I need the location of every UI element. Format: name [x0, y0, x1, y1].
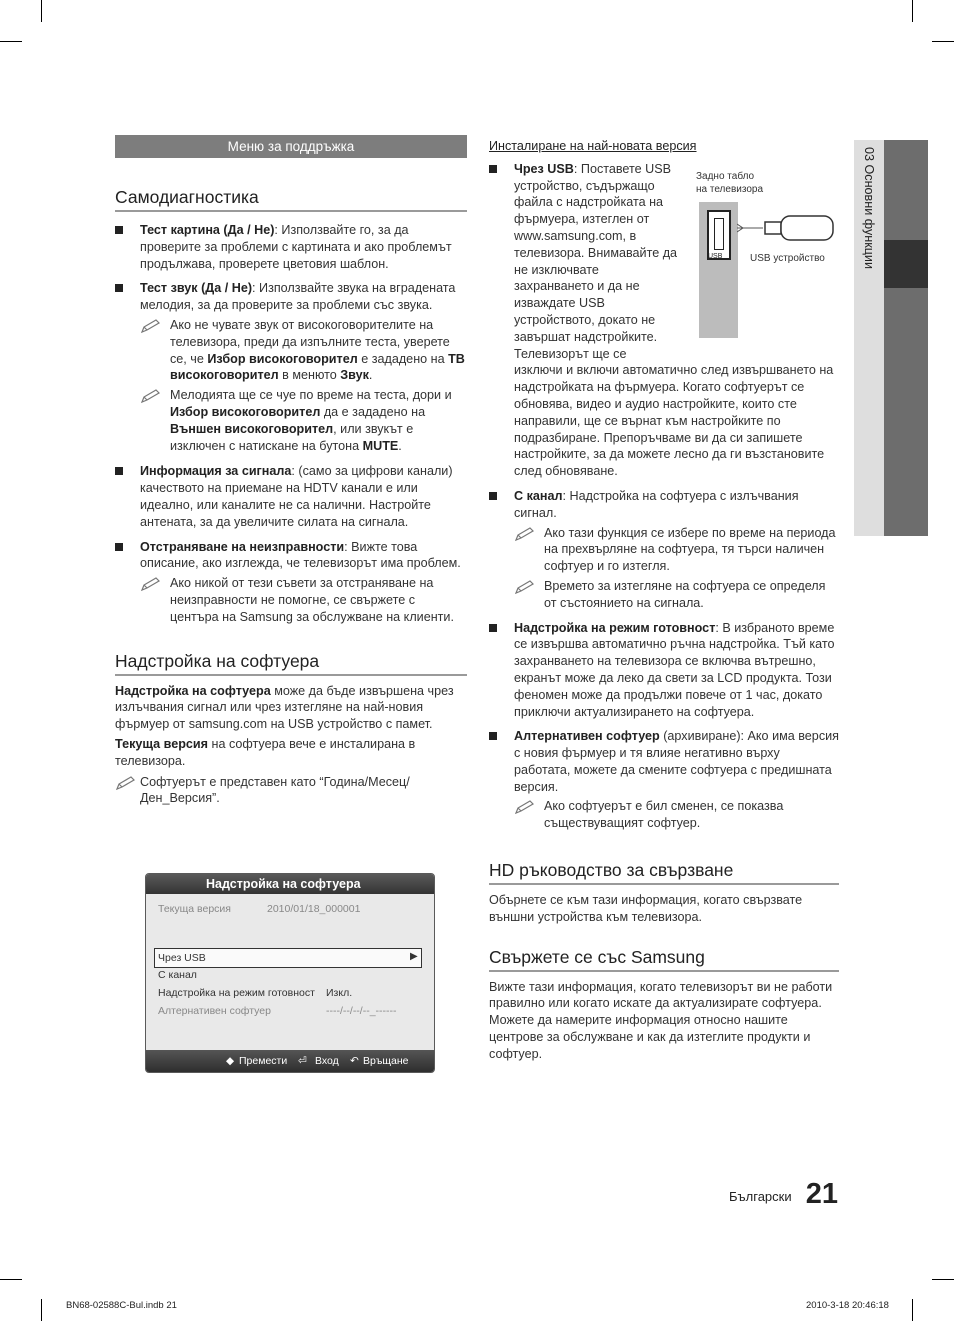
item-text: : Използвайте го, за да проверите за проблеми с картината и ако проблемът продължава, проверете цветовия шаблон. — [140, 223, 452, 271]
bullet-icon — [115, 467, 123, 475]
tv-rear-panel — [699, 202, 738, 338]
pencil-icon — [115, 775, 137, 791]
note-bold: ТВ високоговорител — [170, 351, 465, 383]
note-text: Софтуерът е представен като “Година/Месец/Ден_Версия”. — [140, 774, 410, 806]
item-lead: Алтернативен софтуер — [514, 729, 660, 744]
page-language: Български — [729, 1189, 792, 1204]
arrow-right-icon: ▶ — [410, 951, 418, 962]
list-item — [489, 488, 839, 612]
bullet-icon — [489, 492, 497, 500]
side-tab-dark — [884, 140, 928, 536]
pencil-icon — [140, 318, 162, 334]
list-item — [115, 539, 467, 626]
pencil-icon — [140, 388, 162, 404]
menu-footer — [146, 1050, 434, 1072]
move-icon: ◆ — [226, 1055, 235, 1067]
list-item — [115, 463, 467, 530]
note-text: , или звукът е изключен с натискане на бутона — [170, 421, 414, 453]
note-text: Времето за изтегляне на софтуера се определя от състоянието на сигнала. — [544, 578, 826, 610]
footer-enter: Вход — [315, 1055, 339, 1067]
bullet-icon — [115, 284, 123, 292]
menu-item-standby-update[interactable]: Надстройка на режим готовност — [158, 987, 315, 999]
enter-icon: ⏎ — [298, 1055, 307, 1067]
item-text: : Надстройка на софтуера с излъчвания сигнал. — [514, 488, 799, 520]
note — [514, 525, 839, 575]
usb-text-wide: изключи и включи автоматично след извършването на надстройката на фърмуера. Когато софтуерът се обновява, видео и аудио настройките, които сте направили, ще се върнат към настройките по подразбиране. Препоръчваме ви да си запишете настройките, за да можете лесно да ги възстановите след обновяване. — [514, 363, 834, 479]
bullet-icon — [489, 732, 497, 740]
current-version-value: 2010/01/18_000001 — [267, 903, 361, 915]
alternative-software-value: ----/--/--/--_------ — [326, 1005, 397, 1017]
side-tab-marker — [884, 240, 928, 288]
footer-move: Премести — [239, 1055, 288, 1067]
note-text: Ако никой от тези съвети за отстраняване на неизправности не помогне, се свържете с центъра на Samsung за обслужване на клиенти. — [170, 576, 454, 624]
bullet-icon — [489, 165, 497, 173]
usb-stick-icon — [737, 210, 837, 246]
item-text: : В избраното време се извършва автоматично ръчна надстройка. Тъй като захранването на телевизора се включва вътрешно, екранът може да леко да свети за LCD продукта. Този феномен може да продължи повече от 1 час, докато приключи актуализирането на софтуера. — [514, 620, 835, 719]
note-text: в менюто — [278, 368, 341, 383]
item-text: : Вижте това описание, ако изглежда, че телевизорът има проблем. — [140, 539, 461, 571]
crop-mark — [932, 41, 954, 42]
para-lead: Надстройка на софтуера — [115, 683, 271, 698]
menu-item-by-usb[interactable]: Чрез USB — [158, 952, 206, 964]
pencil-icon — [514, 526, 536, 542]
print-footer-date: 2010-3-18 20:46:18 — [806, 1300, 889, 1311]
bullet-icon — [115, 226, 123, 234]
left-column — [115, 135, 467, 807]
crop-mark — [41, 0, 42, 22]
crop-mark — [912, 0, 913, 22]
note-text: да е зададено на — [320, 404, 426, 419]
print-footer-file: BN68-02588C-Bul.indb 21 — [66, 1300, 177, 1311]
list-item — [489, 620, 839, 721]
item-lead: Надстройка на режим готовност — [514, 620, 716, 635]
item-text: : Използвайте звука на вградената мелодия, за да проверите за проблеми със звука. — [140, 281, 456, 313]
note-text: е зададено на — [357, 351, 449, 366]
crop-mark — [0, 41, 22, 42]
note-bold: Външен високоговорител — [170, 421, 334, 436]
paragraph: Вижте тази информация, когато телевизорът ви не работи правилно или когато искате да актуализирате софтуера. Можете да намерите информация относно нашите центрове за обслужване и как да изтеглите продукти и софтуер. — [489, 979, 833, 1061]
paragraph — [115, 683, 467, 733]
note — [140, 575, 467, 625]
list-item — [115, 222, 467, 272]
item-lead: Чрез USB — [514, 161, 574, 176]
paragraph: Обърнете се към тази информация, когато свързвате външни устройства към телевизора. — [489, 893, 803, 924]
self-diagnosis-heading: Самодиагностика — [115, 186, 467, 212]
section-banner: Меню за поддръжка — [115, 135, 467, 158]
crop-mark — [912, 1299, 913, 1321]
pencil-icon — [514, 579, 536, 595]
crop-mark — [932, 1279, 954, 1280]
side-tab-label: 03 Основни функции — [862, 147, 876, 270]
item-text: (архивиране): Ако има версия с новия фърмуер и тя влияе негативно върху работата, можете да смените софтуера с предишната версия. — [514, 729, 839, 794]
paragraph — [115, 736, 467, 770]
item-text: : (само за цифрови канали) качеството на приемане на HDTV канали е или идеално, или каналите не са налични. Настройте антената, за да увеличите силата на сигнала. — [140, 464, 453, 529]
note-text: Ако тази функция се избере по време на периода на прехвърляне на софтуера, тя търси наличен софтуер и го изтегля. — [544, 525, 836, 574]
software-update-heading: Надстройка на софтуера — [115, 650, 467, 676]
note-bold: Избор високоговорител — [170, 404, 321, 419]
menu-item-alternative-software[interactable]: Алтернативен софтуер — [158, 1005, 271, 1017]
page-number: 21 — [805, 1178, 838, 1210]
para-text: може да бъде извършена чрез излъчвания сигнал или чрез изтегляне на най-новия фърмуер от samsung.com на USB устройство с памет. — [115, 683, 454, 732]
footer-return: Връщане — [363, 1055, 409, 1067]
note-text: . — [368, 368, 373, 383]
list-item — [115, 280, 467, 454]
item-text: : Поставете USB устройство, съдържащо файла с надстройката на фърмуера, изтеглен от www.samsung.com, в телевизора. Внимавайте да не изключвате захранването и да не изваждате USB устройството, докато не завършат надстройките. Телевизорът ще се — [514, 161, 678, 361]
pencil-icon — [140, 576, 162, 592]
note — [140, 317, 467, 384]
note-text: . — [398, 438, 402, 453]
note-bold: Избор високоговорител — [207, 351, 358, 366]
item-lead: Отстраняване на неизправности — [140, 539, 345, 554]
note-bold: Звук — [340, 368, 369, 383]
crop-mark — [0, 1279, 22, 1280]
usb-device-caption: USB устройство — [750, 253, 825, 264]
current-version-label: Текуща версия — [158, 903, 231, 915]
list-item — [489, 161, 839, 480]
contact-samsung-heading: Свържете се със Samsung — [489, 946, 839, 972]
item-lead: Тест картина (Да / Не) — [140, 223, 275, 237]
right-column — [489, 138, 839, 1063]
note — [115, 774, 467, 808]
para-lead: Текуща версия — [115, 736, 209, 751]
software-update-menu — [145, 873, 435, 1073]
rear-panel-caption: Задно табло на телевизора — [696, 171, 764, 195]
pencil-icon — [514, 799, 536, 815]
note-text: Ако не чувате звук от високоговорителите на телевизора, преди да изпълните теста, уверете се, че — [170, 317, 450, 366]
menu-item-by-channel[interactable]: С канал — [158, 969, 197, 981]
usb-text-narrow — [514, 161, 679, 363]
note — [140, 387, 467, 454]
note — [514, 798, 839, 832]
para-text: на софтуера вече е инсталирана в телевизора. — [115, 736, 416, 768]
hd-guide-heading: HD ръководство за свързване — [489, 859, 839, 885]
usb-port-label: USB — [708, 253, 723, 260]
standby-update-value: Изкл. — [326, 987, 353, 999]
return-icon: ↶ — [350, 1055, 359, 1067]
note-bold: MUTE — [362, 438, 399, 453]
note — [514, 578, 839, 612]
item-lead: С канал — [514, 488, 563, 503]
note-text: Мелодията ще се чуе по време на теста, дори и — [170, 388, 452, 403]
bullet-icon — [489, 624, 497, 632]
item-lead: Информация за сигнала — [140, 464, 292, 479]
crop-mark — [41, 1299, 42, 1321]
install-subheading: Инсталиране на най-новата версия — [489, 139, 697, 153]
bullet-icon — [115, 543, 123, 551]
note-text: Ако софтуерът е бил сменен, се показва съществуващият софтуер. — [544, 799, 784, 831]
list-item — [489, 728, 839, 832]
menu-title: Надстройка на софтуера — [146, 874, 434, 894]
item-lead: Тест звук (Да / Не) — [140, 281, 253, 296]
